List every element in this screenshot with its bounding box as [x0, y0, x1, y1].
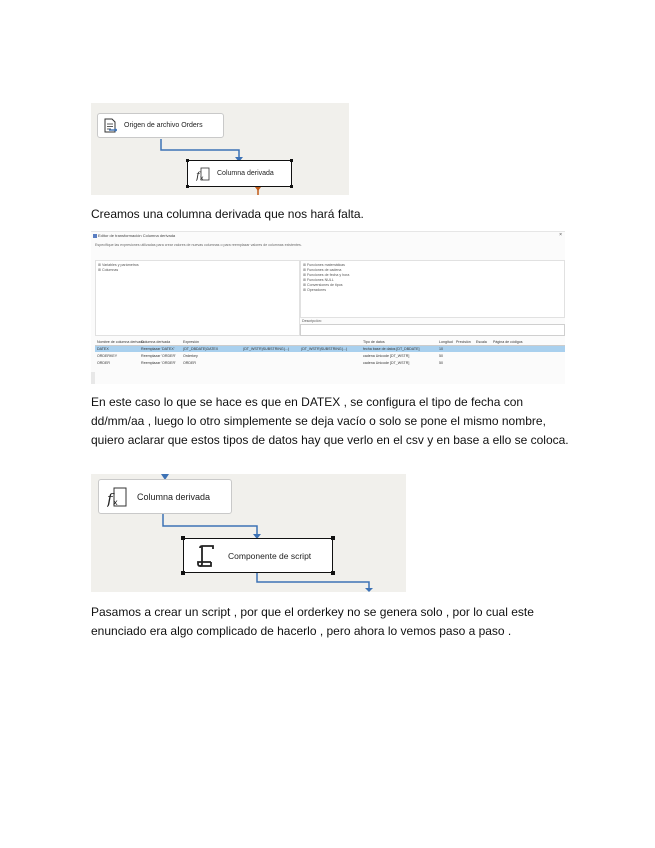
grid-cell[interactable]: (DT_DBDATE)DATEX: [183, 347, 219, 351]
derived-column-node[interactable]: [98, 479, 232, 514]
dataflow-screenshot-1: [91, 103, 349, 195]
derived-column-icon: [196, 167, 210, 181]
functions-tree[interactable]: [300, 260, 565, 318]
derived-column-node-label: Columna derivada: [217, 170, 274, 177]
description-box: [300, 324, 565, 336]
derived-column-node[interactable]: [187, 160, 292, 187]
grid-header-cell: Precisión: [456, 340, 471, 344]
grid-cell[interactable]: Reemplazar 'ORDER': [141, 361, 176, 365]
close-icon[interactable]: ×: [559, 232, 562, 238]
grid-cell[interactable]: 50: [439, 354, 443, 358]
svg-text:f: f: [196, 170, 200, 181]
grid-empty-area: [91, 372, 95, 384]
source-node-label: Origen de archivo Orders: [124, 122, 203, 129]
script-component-icon: [196, 545, 216, 567]
tree-item-null[interactable]: ⊞ Funciones NULL: [303, 278, 334, 282]
grid-cell[interactable]: Reemplazar 'DATEX': [141, 347, 175, 351]
description-label: Descripción:: [302, 319, 322, 323]
svg-text:x: x: [113, 497, 118, 507]
dataflow-screenshot-2: [91, 474, 406, 592]
dialog-app-icon: [93, 234, 97, 238]
grid-header-cell: Escala: [476, 340, 487, 344]
grid-cell[interactable]: 10: [439, 347, 443, 351]
grid-cell[interactable]: Orderkey: [183, 354, 198, 358]
tree-item-operators[interactable]: ⊞ Operadores: [303, 288, 326, 292]
tree-item-string[interactable]: ⊞ Funciones de cadena: [303, 268, 342, 272]
grid-cell[interactable]: (DT_WSTR)SUBSTRING(...): [301, 347, 348, 351]
grid-cell[interactable]: DATEX: [97, 347, 109, 351]
grid-cell[interactable]: ORDER: [183, 361, 196, 365]
grid-cell[interactable]: Reemplazar 'ORDER': [141, 354, 176, 358]
grid-row-selected[interactable]: [95, 346, 565, 352]
dialog-title: Editor de transformación Columna derivada: [93, 233, 175, 238]
dialog-description: Especifique las expresiones utilizadas para crear valores de nuevas columnas o para reemplazar valores de columnas existentes.: [95, 243, 302, 247]
grid-header-cell: Página de códigos: [493, 340, 523, 344]
grid-cell[interactable]: ORDER: [97, 361, 110, 365]
paragraph-2: En este caso lo que se hace es que en DATEX , se configura el tipo de fecha con dd/mm/aa , luego lo otro simplemente se deja vacío o solo se pone el mismo nombre, quiero aclarar que estos tipos de datos hay que verlo en el csv y en base a ello se coloca.: [91, 395, 569, 447]
grid-cell[interactable]: cadena Unicode [DT_WSTR]: [363, 361, 410, 365]
flat-file-source-icon: [103, 118, 117, 134]
paragraph-3: Pasamos a crear un script , por que el orderkey no se genera solo , por lo cual este enunciado era algo complicado de hacerlo , pero ahora lo vemos paso a paso .: [91, 605, 534, 638]
grid-cell[interactable]: (DT_WSTR)SUBSTRING(...): [243, 347, 290, 351]
script-component-node-label: Componente de script: [228, 550, 312, 561]
grid-cell[interactable]: fecha base de datos [DT_DBDATE]: [363, 347, 420, 351]
tree-item-columns[interactable]: ⊞ Columnas: [98, 268, 119, 272]
tree-item-casts[interactable]: ⊞ Conversiones de tipos: [303, 283, 343, 287]
svg-text:f: f: [107, 489, 113, 507]
grid-row[interactable]: [95, 353, 565, 359]
tree-item-datetime[interactable]: ⊞ Funciones de fecha y hora: [303, 273, 350, 277]
grid-header-cell: Nombre de columna derivada: [97, 340, 145, 344]
grid-row[interactable]: [95, 360, 565, 366]
paragraph-1: Creamos una columna derivada que nos hará falta.: [91, 207, 364, 221]
derived-column-node-label: Columna derivada: [137, 491, 211, 502]
derived-column-editor-screenshot: [91, 231, 565, 384]
tree-item-variables[interactable]: ⊞ Variables y parámetros: [98, 263, 139, 267]
grid-header: [95, 339, 565, 346]
grid-header-cell: Columna derivada: [141, 340, 171, 344]
svg-text:x: x: [200, 174, 204, 181]
grid-header-cell: Longitud: [439, 340, 453, 344]
source-node[interactable]: [97, 113, 224, 138]
grid-cell[interactable]: cadena Unicode [DT_WSTR]: [363, 354, 410, 358]
variables-columns-tree[interactable]: [95, 260, 300, 336]
script-component-node[interactable]: [183, 538, 333, 573]
derived-column-icon: [107, 487, 127, 507]
grid-header-cell: Expresión: [183, 340, 199, 344]
grid-cell[interactable]: 50: [439, 361, 443, 365]
grid-cell[interactable]: ORDERKEY: [97, 354, 118, 358]
grid-header-cell: Tipo de datos: [363, 340, 385, 344]
tree-item-math[interactable]: ⊞ Funciones matemáticas: [303, 263, 345, 267]
